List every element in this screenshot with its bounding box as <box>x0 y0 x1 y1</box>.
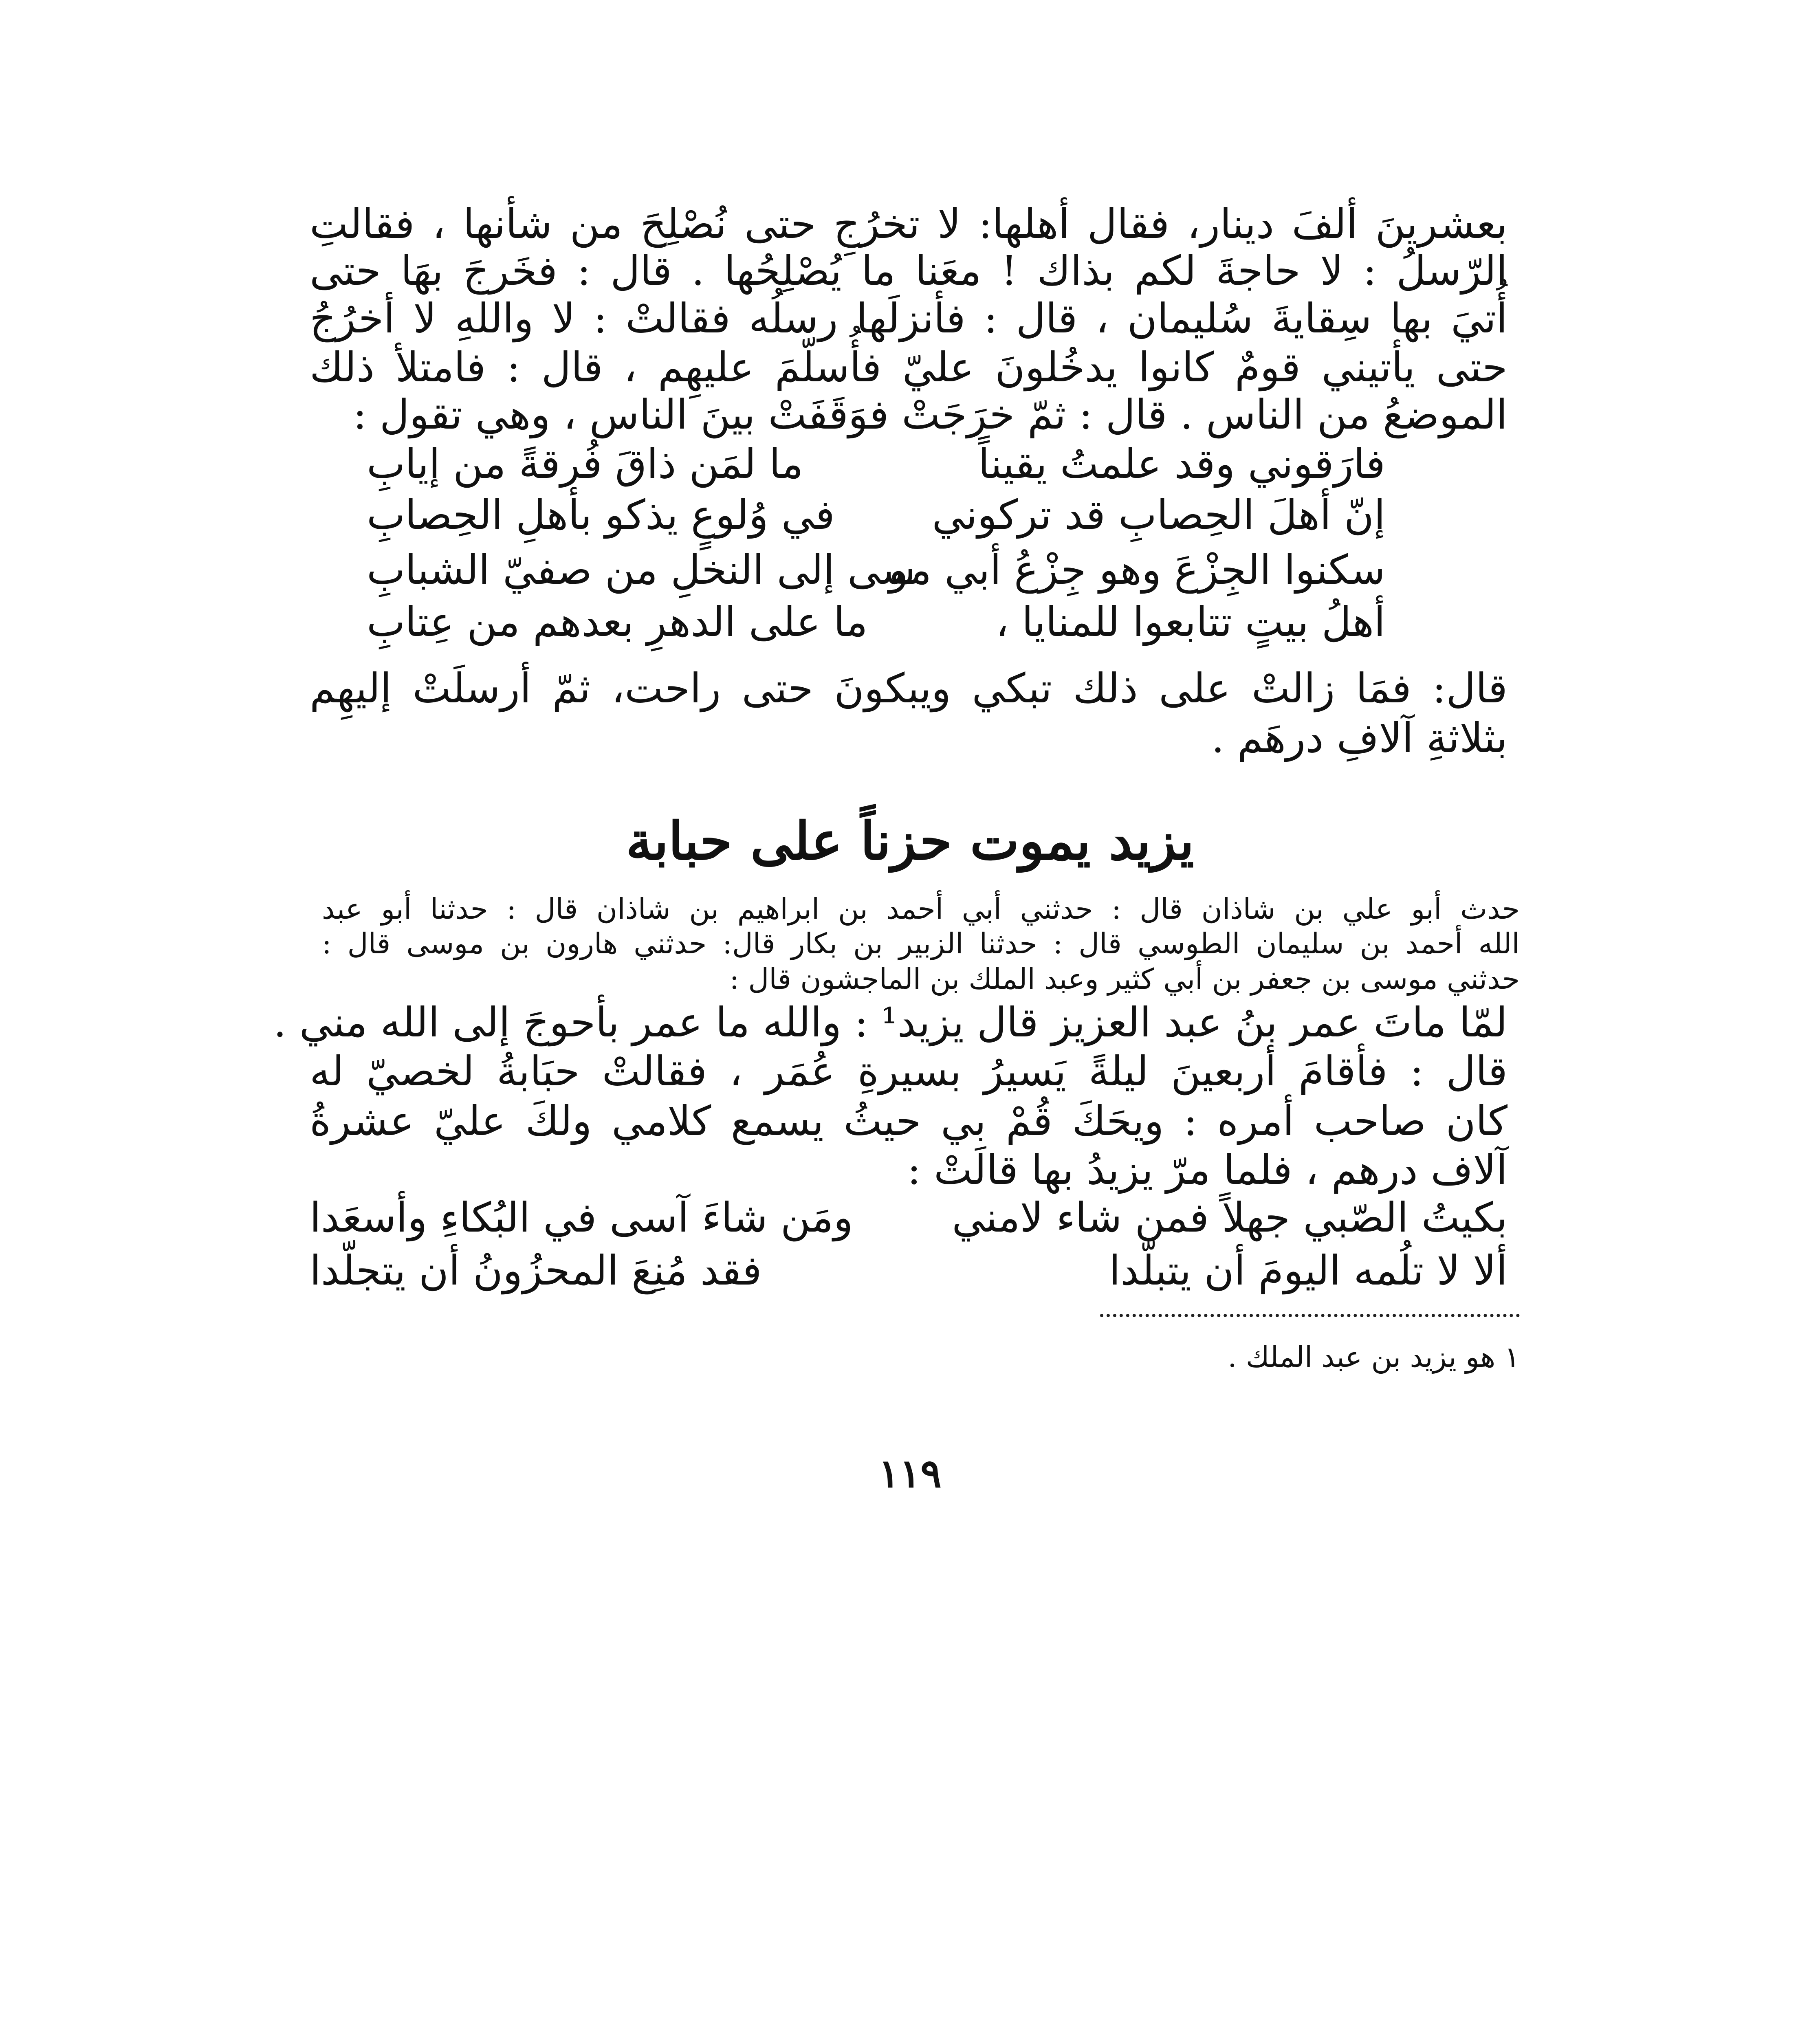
verse-line <box>310 1247 1507 1296</box>
main-paragraph <box>273 999 1507 1214</box>
verse-second-hemistich: سى إلى النخلِ من صفيّ الشبابِ <box>367 546 916 594</box>
prose-line: الموضعُ من الناس . قال : ثمّ خرَجَتْ فوَقَفَتْ بينَ الناس ، وهي تقول : <box>353 391 1507 438</box>
prose-line: كان صاحب أمره : ويحَكَ قُمْ بي حيثُ يسمع كلامي ولكَ عليّ عشرةُ <box>310 1097 1507 1145</box>
page-number: ١١٩ <box>878 1450 942 1496</box>
verse-second-hemistich: في وُلوعٍ يذكو بأهلِ الحِصابِ <box>367 491 835 539</box>
prose-line: بعشرينَ ألفَ دينار، فقال أهلها: لا تخرُجِ حتى نُصْلِحَ من شأنها ، فقالتِ <box>310 200 1507 248</box>
verse-second-hemistich: ما على الدهرِ بعدهم من عِتابِ <box>367 598 868 646</box>
footnote-separator <box>1100 1314 1520 1317</box>
verse-first-hemistich: إنّ أهلَ الحِصابِ قد تركوني <box>932 491 1385 539</box>
prose-line: أُتيَ بها سِقايةَ سُليمان ، قال : فأنزلَها رسلُه فقالتْ : لا واللهِ لا أخرُجُ <box>310 295 1507 342</box>
prose-line: قال: فمَا زالتْ على ذلك تبكي ويبكونَ حتى راحت، ثمّ أرسلَتْ إليهِم <box>310 664 1507 712</box>
opening-paragraph <box>310 200 1507 456</box>
prose-line: الرّسلُ : لا حاجةَ لكم بذاك ! معَنا ما يُصْلِحُها . قال : فخَرجَ بهَا حتى <box>310 247 1507 295</box>
verse-line <box>367 440 1385 489</box>
verse-first-hemistich: سكنوا الجِزْعَ وهو جِزْعُ أبي مو <box>889 546 1385 594</box>
prose-line: لمّا ماتَ عمر بنُ عبد العزيز قال يزيد¹ : والله ما عمر بأحوجَ إلى الله مني . <box>273 999 1507 1046</box>
verse-second-hemistich: ومَن شاءَ آسى في البُكاءِ وأسعَدا <box>310 1194 853 1241</box>
verse-line <box>310 1194 1507 1243</box>
verse-second-hemistich: ما لمَن ذاقَ فُرقةً من إيابِ <box>367 440 803 488</box>
prose-line: حتى يأتيني قومٌ كانوا يدخُلونَ عليّ فأُسلّمَ عليهِم ، قال : فامتلأ ذلك <box>310 343 1507 391</box>
verse-line <box>367 598 1385 647</box>
isnad-line: الله أحمد بن سليمان الطوسي قال : حدثنا الزبير بن بكار قال: حدثني هارون بن موسى قال : <box>322 927 1520 960</box>
verse-line <box>367 546 1385 595</box>
isnad-line: حدثني موسى بن جعفر بن أبي كثير وعبد الملك بن الماجشون قال : <box>729 962 1520 996</box>
verse-line <box>367 491 1385 540</box>
verse-second-hemistich: فقد مُنِعَ المحزُونُ أن يتجلّدا <box>310 1247 762 1294</box>
verse-first-hemistich: ألا لا تلُمه اليومَ أن يتبلّدا <box>1109 1247 1507 1294</box>
prose-line: بثلاثةِ آلافِ درهَم . <box>1211 714 1507 762</box>
isnad-paragraph <box>322 892 1520 998</box>
verse-first-hemistich: بكيتُ الصّبي جهلاً فمن شاء لامني <box>952 1194 1507 1241</box>
isnad-line: حدث أبو علي بن شاذان قال : حدثني أبي أحمد بن ابراهيم بن شاذان قال : حدثنا أبو عبد <box>322 892 1520 926</box>
section-heading: يزيد يموت حزناً على حبابة <box>626 811 1194 872</box>
verse-first-hemistich: فارَقوني وقد علمتُ يقيناً <box>978 440 1385 488</box>
prose-line: قال : فأقامَ أربعينَ ليلةً يَسيرُ بسيرةِ عُمَر ، فقالتْ حبَابةُ لخصيّ له <box>310 1047 1507 1095</box>
footnote: ١ هو يزيد بن عبد الملك . <box>1228 1340 1520 1374</box>
verse-first-hemistich: أهلُ بيتٍ تتابعوا للمنايا ، <box>995 598 1385 646</box>
closing-paragraph <box>310 664 1507 770</box>
prose-line: آلاف درهم ، فلما مرّ يزيدُ بها قالَتْ : <box>907 1146 1507 1194</box>
